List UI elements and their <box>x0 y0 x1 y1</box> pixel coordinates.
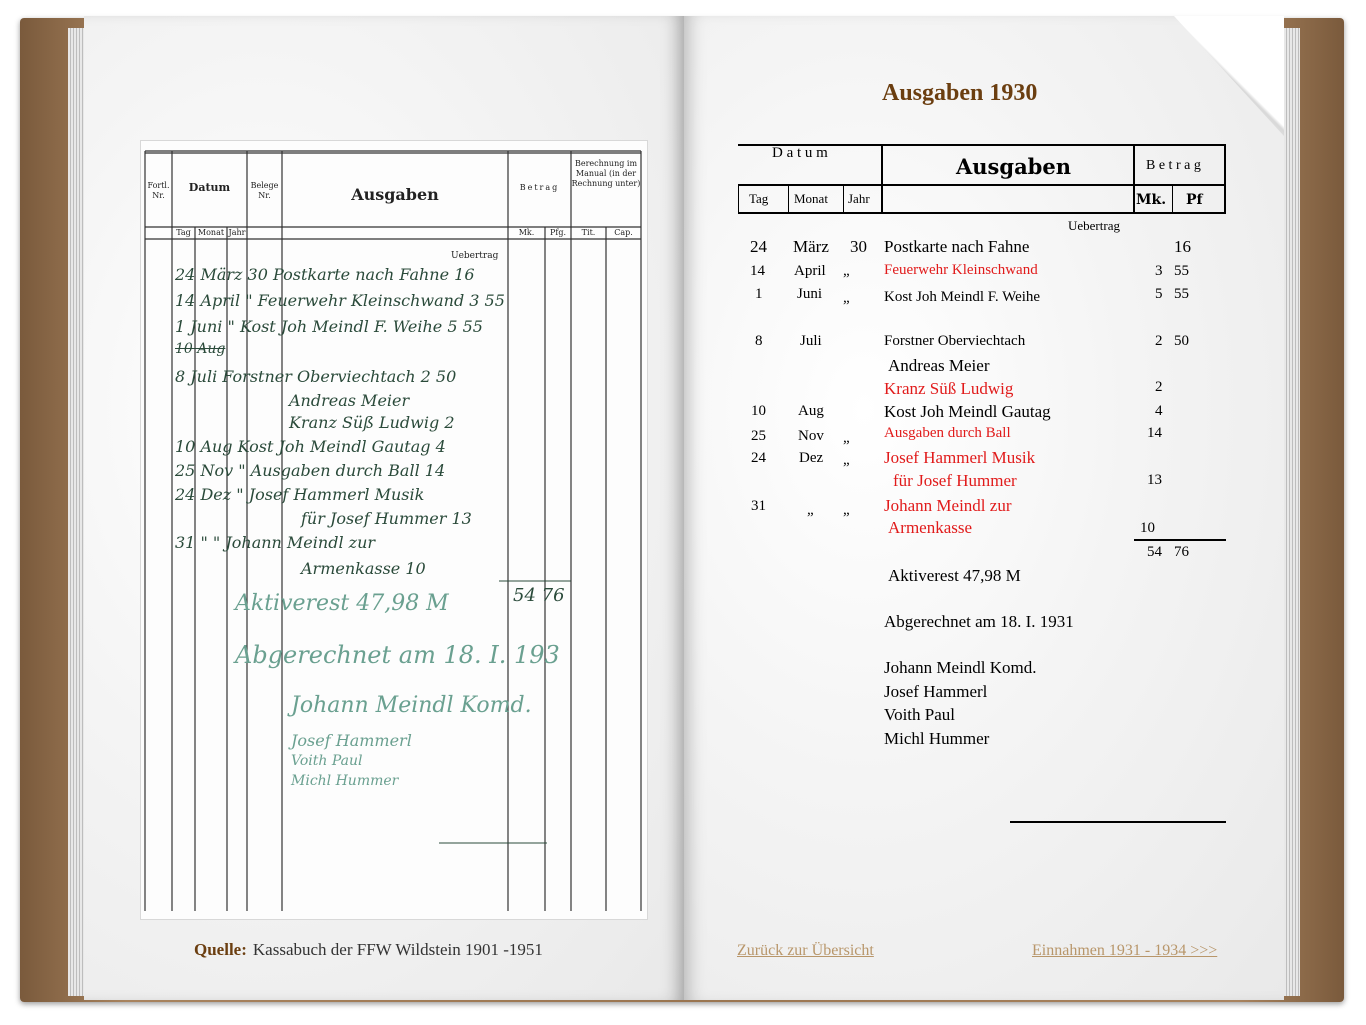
scan-header-datum: Datum <box>188 181 231 194</box>
row-mk: 14 <box>1147 425 1162 441</box>
scan-header-berechnung: Berechnung im Manual (in der Rechnung unter) <box>571 159 641 188</box>
row-monat: „ <box>807 502 814 518</box>
row-pf: 50 <box>1174 333 1189 349</box>
row-tag: 1 <box>755 286 763 302</box>
scan-hand-line: Kranz Süß Ludwig 2 <box>289 413 455 432</box>
scan-hand-line: Armenkasse 10 <box>301 559 426 578</box>
row-text: Andreas Meier <box>888 356 990 375</box>
scan-hand-line: Aktiverest 47,98 M <box>235 591 449 616</box>
scan-hand-line: 14 April " Feuerwehr Kleinschwand 3 55 <box>175 291 505 310</box>
scan-header-ausgaben: Ausgaben <box>351 185 439 204</box>
row-monat: Nov <box>798 428 824 444</box>
page-title: Ausgaben 1930 <box>882 80 1038 106</box>
scan-hand-line: für Josef Hummer 13 <box>301 509 472 528</box>
row-text: Johann Meindl zur <box>884 496 1012 515</box>
scan-sub-mk: Mk. <box>518 228 535 237</box>
row-pf: 16 <box>1174 237 1191 256</box>
scan-header-belege: Belege Nr. <box>250 181 279 200</box>
row-jahr: „ <box>843 430 850 446</box>
row-mk: 3 <box>1155 263 1163 279</box>
row-text: Ausgaben durch Ball <box>884 425 1011 441</box>
row-tag: 25 <box>751 428 766 444</box>
total-pf: 76 <box>1174 544 1189 560</box>
row-monat: Juni <box>797 286 823 302</box>
scan-hand-line: 10 Aug <box>175 341 226 357</box>
header-mk: Mk. <box>1136 192 1167 208</box>
row-monat: Juli <box>800 333 822 349</box>
scan-hand-line: 10 Aug Kost Joh Meindl Gautag 4 <box>175 437 446 456</box>
total-mk: 54 <box>1147 544 1162 560</box>
scan-sub-pfg: Pfg. <box>549 228 566 237</box>
scan-sub-monat: Monat <box>197 228 225 237</box>
row-mk: 2 <box>1155 333 1163 349</box>
scan-hand-line: 54 76 <box>513 585 565 606</box>
next-page-link[interactable]: Einnahmen 1931 - 1934 >>> <box>1032 942 1218 959</box>
row-text: Postkarte nach Fahne <box>884 237 1030 256</box>
back-to-overview-link[interactable]: Zurück zur Übersicht <box>737 942 874 959</box>
scan-hand-line: 24 März 30 Postkarte nach Fahne 16 <box>175 265 475 284</box>
row-tag: 8 <box>755 333 763 349</box>
scan-hand-line: 24 Dez " Josef Hammerl Musik <box>175 485 425 504</box>
aktiverest: Aktiverest 47,98 M <box>888 566 1021 585</box>
row-tag: 31 <box>751 498 766 514</box>
row-monat: Aug <box>798 403 824 419</box>
scan-hand-line: Andreas Meier <box>289 391 410 410</box>
row-tag: 24 <box>750 237 767 256</box>
scan-header-betrag: Betrag <box>519 183 560 192</box>
uebertrag-label: Uebertrag <box>1068 218 1120 233</box>
row-text: Kranz Süß Ludwig <box>884 379 1014 398</box>
scan-sub-cap: Cap. <box>614 228 633 237</box>
row-jahr: „ <box>843 452 850 468</box>
row-jahr: „ <box>843 502 850 518</box>
row-pf: 55 <box>1174 263 1189 279</box>
row-monat: Dez <box>799 450 824 466</box>
scan-sub-tag: Tag <box>176 228 191 237</box>
scan-uebertrag: Uebertrag <box>451 251 499 261</box>
row-text: Kost Joh Meindl Gautag <box>884 402 1051 421</box>
scan-hand-line: 31 " " Johann Meindl zur <box>175 533 376 552</box>
scan-hand-line: Abgerechnet am 18. I. 193 <box>235 641 560 669</box>
source-text: Kassabuch der FFW Wildstein 1901 -1951 <box>252 940 543 959</box>
row-text: für Josef Hummer <box>893 471 1017 490</box>
signature: Michl Hummer <box>884 729 990 748</box>
header-datum: D a t u m <box>772 145 828 161</box>
row-text: Feuerwehr Kleinschwand <box>884 262 1038 278</box>
row-mk: 4 <box>1155 403 1163 419</box>
scan-sub-jahr: Jahr <box>228 228 246 237</box>
scan-hand-line: 25 Nov " Ausgaben durch Ball 14 <box>175 461 446 480</box>
row-tag: 10 <box>751 403 766 419</box>
row-text: Forstner Oberviechtach <box>884 333 1026 349</box>
source-caption <box>194 940 543 960</box>
row-jahr: 30 <box>850 237 867 256</box>
row-pf: 55 <box>1174 286 1189 302</box>
row-text: Armenkasse <box>888 518 973 537</box>
header-ausgaben: Ausgaben <box>956 154 1071 179</box>
row-monat: April <box>794 263 826 279</box>
scan-sub-tit: Tit. <box>581 228 596 237</box>
scan-hand-line: Michl Hummer <box>291 773 399 789</box>
header-tag: Tag <box>749 191 769 206</box>
page-edges-right <box>1284 28 1300 996</box>
header-pf: Pf <box>1186 192 1203 208</box>
signature: Josef Hammerl <box>884 682 988 701</box>
scan-hand-line: Johann Meindl Komd. <box>291 693 532 718</box>
row-tag: 14 <box>750 263 765 279</box>
signature-rule <box>1010 821 1226 823</box>
source-label: Quelle: <box>194 940 247 959</box>
row-monat: März <box>793 237 829 256</box>
scan-hand-line: 1 Juni " Kost Joh Meindl F. Weihe 5 55 <box>175 317 483 336</box>
row-text: Kost Joh Meindl F. Weihe <box>884 289 1041 305</box>
scan-header-fortl: Fortl. Nr. <box>147 181 170 200</box>
row-mk: 13 <box>1147 472 1162 488</box>
row-jahr: „ <box>843 263 850 279</box>
row-jahr: „ <box>843 290 850 306</box>
row-mk: 2 <box>1155 379 1163 395</box>
header-monat: Monat <box>794 191 828 206</box>
signature: Johann Meindl Komd. <box>884 658 1037 677</box>
row-mk: 5 <box>1155 286 1163 302</box>
header-betrag: B e t r a g <box>1146 158 1201 173</box>
scan-hand-line: Voith Paul <box>291 753 363 769</box>
signature: Voith Paul <box>884 705 956 724</box>
row-text: Josef Hammerl Musik <box>884 448 1036 467</box>
ledger-scan-image <box>140 140 648 920</box>
row-mk: 10 <box>1140 520 1155 536</box>
scan-hand-line: 8 Juli Forstner Oberviechtach 2 50 <box>175 367 457 386</box>
row-tag: 24 <box>751 450 766 466</box>
page-edges-left <box>68 28 84 996</box>
header-jahr: Jahr <box>848 191 870 206</box>
total-rule <box>1134 539 1226 541</box>
abgerechnet: Abgerechnet am 18. I. 1931 <box>884 612 1074 631</box>
scan-hand-line: Josef Hammerl <box>291 731 412 750</box>
ledger-grid <box>141 141 647 919</box>
